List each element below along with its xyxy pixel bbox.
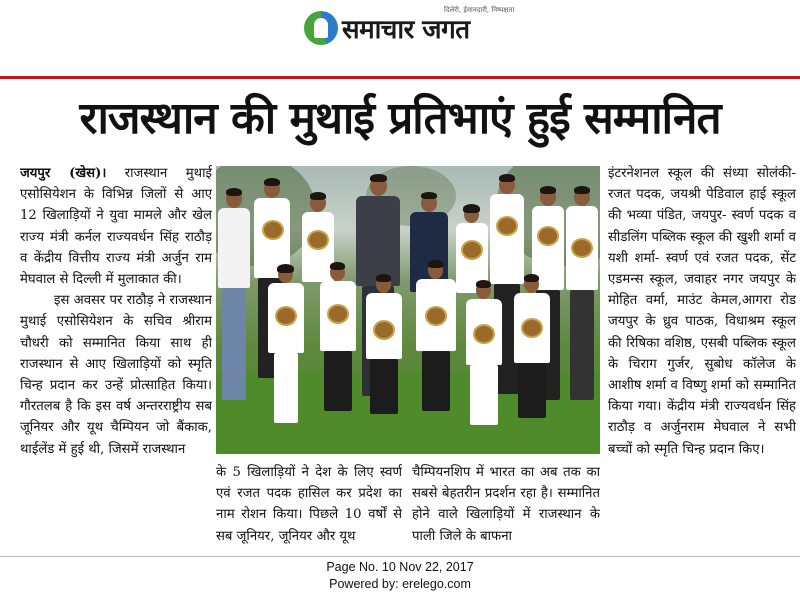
- article-column-right: इंटरनेशनल स्कूल की संध्या सोलंकी- रजत पदक, जयश्री पेडिवाल हाई स्कूल की भव्या पंडित, जयपुर- स्वर्ण पदक व सीडलिंग पब्लिक स्कूल की खुशी शर्मा व यशी शर्मा- स्वर्ण एवं रजत पदक, सेंट एडमन्स स्कूल, जवाहर नगर जयपुर के मोहित वर्मा, माउंट केमल,आगरा रोड जयपुर के ध्रुव पाठक, विधाश्रम स्कूल की रिषिका वशिष्ठ, एसबी पब्लिक स्कूल के चिराग गुर्जर, सुबोध कॉलेज के आशीष शर्मा व विष्णु शर्मा को सम्मानित किया गया। केंद्रीय मंत्री राज्यवर्धन सिंह राठौड़ व अर्जुनराम मेघवाल ने सभी बच्चों को स्मृति चिन्ह प्रदान किए।: [608, 166, 796, 457]
- page-footer: [0, 556, 800, 600]
- article-column-mid-2: चैम्पियनशिप में भारत का अब तक का सबसे बेहतरीन प्रदर्शन रहा है। सम्मानित होने वाले खिलाड़ियों में राजस्थान के पाली जिले के बाफना: [412, 465, 600, 544]
- dateline: जयपुर (खेस)।: [20, 166, 107, 181]
- article-column-mid-1: के 5 खिलाड़ियों ने देश के लिए स्वर्ण एवं रजत पदक हासिल कर प्रदेश का नाम रोशन किया। पिछले 10 वर्षों से सब जूनियर, जूनियर और यूथ: [216, 465, 402, 544]
- article-paragraph-2: इस अवसर पर राठौड़ ने राजस्थान मुथाई एसोसियेशन के सचिव श्रीराम चौधरी को सम्मानित किया साथ ही राजस्थान से आए खिलाड़ियों को स्मृति चिन्ह प्रदान कर उन्हें प्रोत्साहित किया। गौरतलब है कि इस वर्ष अन्तरराष्ट्रीय सब जूनियर और यूथ चैम्पियन जो बैंकाक, थाईलेंड में हुई थी, जिसमें राजस्थान: [20, 293, 212, 457]
- powered-by-link[interactable]: Powered by: erelego.com: [329, 577, 471, 591]
- masthead: [0, 0, 800, 75]
- logo-emblem-icon: [304, 11, 338, 45]
- paragraph-1-text: राजस्थान मुथाई एसोसियेशन के विभिन्न जिलों से आए 12 खिलाड़ियों ने युवा मामले और खेल राज्य मंत्री कर्नल राज्यवर्धन सिंह राठौड़ व केंद्रीय वित्तीय राज्य मंत्री अर्जुन राम मेघवाल से दिल्ली में मुलाकात की।: [20, 166, 212, 288]
- masthead-divider: [0, 76, 800, 79]
- newspaper-tagline: दिलेरी, ईमानदारी, निष्पक्षता: [444, 6, 515, 14]
- newspaper-name: समाचार जगत: [342, 15, 470, 45]
- article-column-left: [20, 163, 212, 556]
- article-headline: राजस्थान की मुथाई प्रतिभाएं हुई सम्मानित: [79, 93, 721, 144]
- newspaper-logo: [304, 6, 515, 46]
- page-info: Page No. 10 Nov 22, 2017: [326, 560, 474, 574]
- article-paragraph-1: [20, 163, 212, 290]
- article-photo: [216, 166, 600, 454]
